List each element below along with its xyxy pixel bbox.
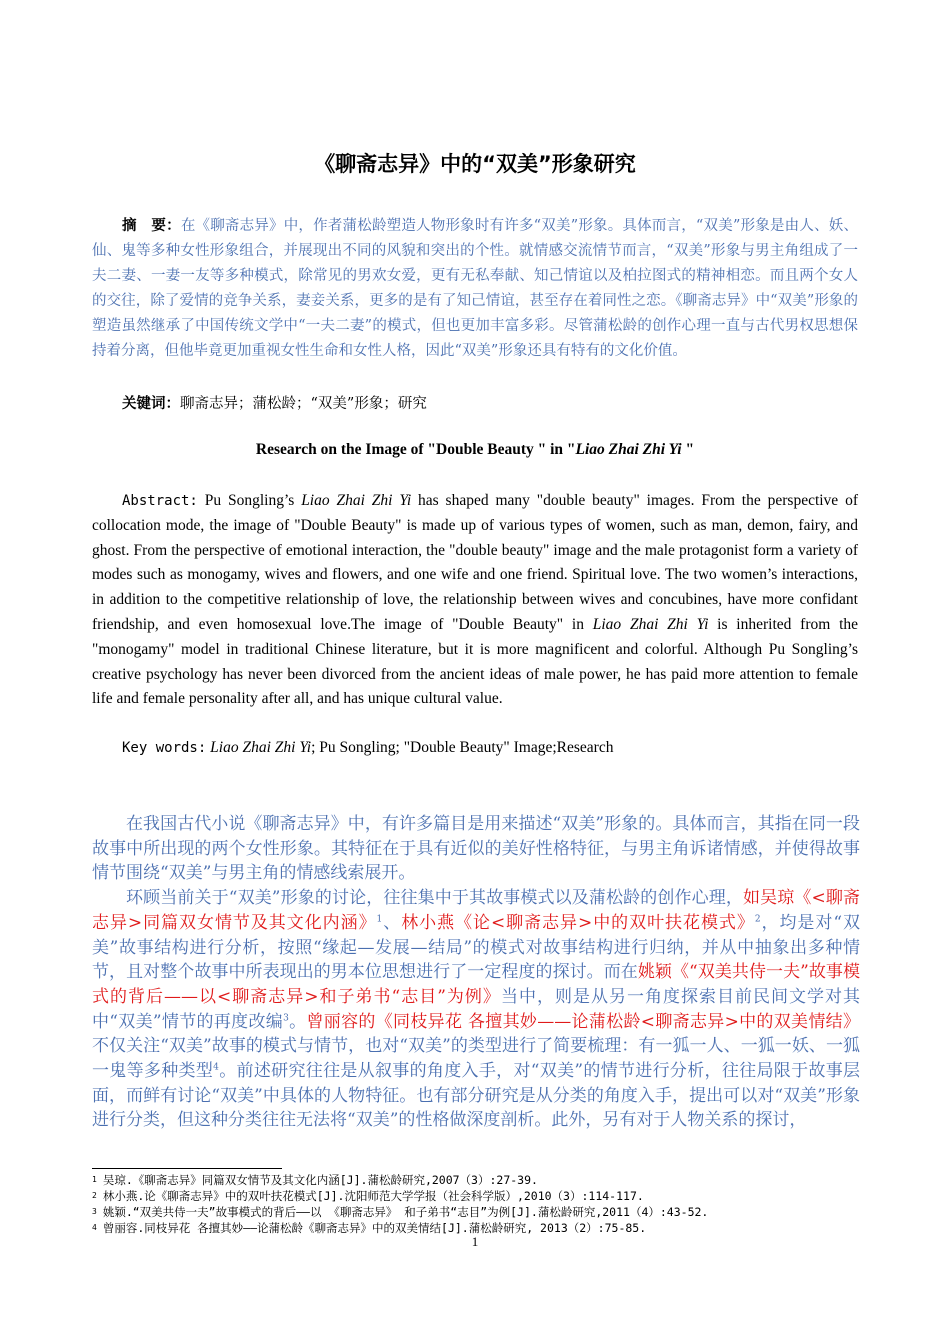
- footnote-number: 1: [92, 1175, 97, 1184]
- p2-text-f: 不仅关注“双美”故事的模式与情节，也对“双美”的类型进行了简要梳理：有一狐一人、一狐一妖、一狐一鬼等多种类型: [92, 1036, 860, 1082]
- footnote-ref-3[interactable]: 3: [283, 1012, 289, 1023]
- footnote-number: 2: [92, 1191, 97, 1200]
- p2-text-a: 环顾当前关于“双美”形象的讨论，往往集中于其故事模式以及蒲松龄的创作心理，: [126, 888, 743, 909]
- citation-lin-xiaoyan: 林小燕《论<聊斋志异>中的双叶扶花模式》: [401, 912, 755, 933]
- english-keywords-italic: Liao Zhai Zhi Yi: [210, 739, 312, 756]
- footnote-text: 吴琼.《聊斋志异》同篇双女情节及其文化内涵[J].蒲松龄研究,2007（3）:27-39.: [102, 1173, 538, 1187]
- english-keywords-label: Key words:: [122, 740, 207, 756]
- keywords-label: 关键词：: [122, 395, 180, 412]
- abstract-label: 摘 要：: [122, 217, 181, 234]
- body-paragraph-1: 在我国古代小说《聊斋志异》中，有许多篇目是用来描述“双美”形象的。具体而言，其指在同一段故事中所出现的两个女性形象。其特征在于具有近似的美好性格特征，与男主角诉诸情感，并使得故事情节围绕“双美”与男主角的情感线索展开。: [92, 814, 860, 884]
- footnote-ref-2[interactable]: 2: [754, 914, 761, 925]
- p2-text-e: 。: [288, 1011, 307, 1032]
- citation-wu-qiong: 如吴琼《<聊斋志异>同篇双女情节及其文化内涵》: [92, 888, 860, 933]
- p2-text-g: 。前述研究往往是从叙事的角度入手，对“双美”的情节进行分析，往往局限于故事层面，而鲜有讨论“双美”中具体的人物特征。也有部分研究是从分类的角度入手，提出可以对“双美”形象进行分类，但这种分类往往无法将“双美”的性格做深度剖析。此外，另有对于人物关系的探讨，: [92, 1061, 861, 1131]
- chinese-abstract: [92, 213, 858, 364]
- citation-zeng-lirong: 曾丽容的《同枝异花 各擅其妙——论蒲松龄<聊斋志异>中的双美情结》: [306, 1011, 860, 1032]
- english-title-italic: Liao Zhai Zhi Yi: [575, 441, 682, 458]
- citation-yao-ying: 姚颖《“双美共侍一夫”故事模式的背后——以<聊斋志异>和子弟书“志目”为例》: [92, 962, 860, 1007]
- body-paragraph-2: [92, 886, 860, 1133]
- footnote-text: 姚颖.“双美共侍一夫”故事模式的背后——以 《聊斋志异》 和子弟书“志目”为例[J].蒲松龄研究,2011（4）:43-52.: [102, 1205, 709, 1219]
- footnotes: [92, 1172, 872, 1236]
- footnote-ref-4[interactable]: 4: [213, 1062, 219, 1073]
- footnote-number: 3: [92, 1207, 97, 1216]
- footnote-text: 曾丽容.同枝异花 各擅其妙——论蒲松龄《聊斋志异》中的双美情结[J].蒲松龄研究, 2013（2）:75-85.: [102, 1221, 647, 1235]
- footnote-item: [92, 1172, 872, 1188]
- english-abstract-text-a: Pu Songling’s: [197, 492, 302, 509]
- footnote-ref-1[interactable]: 1: [376, 914, 383, 925]
- english-title: [0, 441, 950, 459]
- keywords-text: 聊斋志异；蒲松龄；“双美”形象；研究: [180, 396, 427, 412]
- english-title-prefix: Research on the Image of "Double Beauty " in ": [255, 441, 576, 458]
- page-number: 1: [471, 1234, 479, 1249]
- english-abstract-text-c: is inherited from the "monogamy" model in traditional Chinese literature, but it is more magnificent and colorful. Although Pu Songling’s creative psychology has never been divorced from the ancient ideas of male power, he has paid more attention to female life and female personality after all, and has unique cultural value.: [92, 615, 859, 708]
- english-keywords: [122, 739, 613, 757]
- footnote-number: 4: [92, 1223, 97, 1232]
- english-keywords-rest: ; Pu Songling; "Double Beauty" Image;Research: [311, 739, 614, 756]
- p2-text-c: ，均是对“双美”故事结构进行分析，按照“缘起—发展—结局”的模式对故事结构进行归纳，并从中抽象出多种情节，且对整个故事中所表现出的男本位思想进行了一定程度的探讨。而在: [92, 912, 860, 983]
- body-text: [92, 812, 860, 1133]
- chinese-keywords: [122, 392, 427, 413]
- footnote-divider: [92, 1168, 282, 1169]
- p2-text-d: 当中，则是从另一角度探索目前民间文学对其中“双美”情节的再度改编: [92, 986, 861, 1032]
- english-abstract-italic-a: Liao Zhai Zhi Yi: [301, 492, 412, 509]
- footnote-item: [92, 1188, 872, 1204]
- english-abstract: [92, 489, 858, 712]
- abstract-text: 在《聊斋志异》中，作者蒲松龄塑造人物形象时有许多“双美”形象。具体而言，“双美”形象是由人、妖、仙、鬼等多种女性形象组合，并展现出不同的风貌和突出的个性。就情感交流情节而言，“双美”形象与男主角组成了一夫二妻、一妻一友等多种模式，除常见的男欢女爱，更有无私奉献、知己情谊以及柏拉图式的精神相恋。而且两个女人的交往，除了爱情的竞争关系，妻妾关系，更多的是有了知己情谊，甚至存在着同性之恋。《聊斋志异》中“双美”形象的塑造虽然继承了中国传统文学中“一夫二妻”的模式，但也更加丰富多彩。尽管蒲松龄的创作心理一直与古代男权思想保持着分离，但他毕竟更加重视女性生命和女性人格，因此“双美”形象还具有特有的文化价值。: [92, 218, 858, 359]
- footnote-item: [92, 1204, 872, 1220]
- english-title-suffix: ": [681, 441, 695, 458]
- page-title: 《聊斋志异》中的“双美”形象研究: [314, 152, 636, 176]
- english-abstract-italic-b: Liao Zhai Zhi Yi: [592, 615, 709, 633]
- english-abstract-label: Abstract:: [122, 493, 198, 509]
- english-abstract-text-b: has shaped many "double beauty" images. From the perspective of collocation mode, the image of "Double Beauty" is made up of various types of women, such as man, demon, fairy, and ghost. From the perspective of emotional interaction, the "double beauty" image and the male protagonist form a variety of modes such as monogamy, wives and flowers, and one wife and one friend. Spiritual love. The two women’s interactions, in addition to the competitive relationship of love, the relationship between wives and concubines, have more confidant friendship, and even homosexual love.The image of "Double Beauty" in: [92, 492, 858, 633]
- p2-text-b: 、: [382, 912, 402, 933]
- footnote-text: 林小燕.论《聊斋志异》中的双叶扶花模式[J].沈阳师范大学学报（社会科学版）,2010（3）:114-117.: [102, 1189, 644, 1203]
